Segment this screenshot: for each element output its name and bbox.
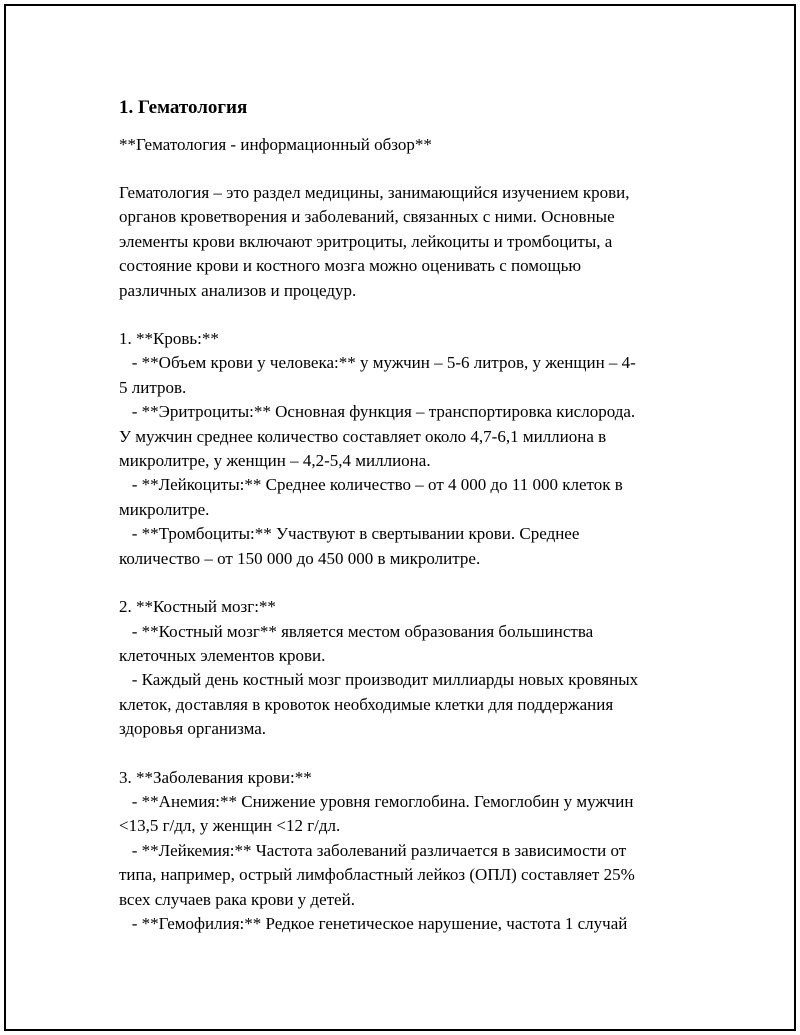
text-line: - **Эритроциты:** Основная функция – транспортировка кислорода. — [119, 402, 636, 422]
text-line: - **Лейкемия:** Частота заболеваний различается в зависимости от — [119, 840, 627, 860]
intro-paragraph — [119, 181, 719, 303]
text-line: микролитре, у женщин – 4,2-5,4 миллиона. — [119, 451, 431, 471]
document-body — [119, 96, 719, 936]
text-line: <13,5 г/дл, у женщин <12 г/дл. — [119, 816, 341, 836]
text-line: органов кроветворения и заболеваний, связанных с ними. Основные — [119, 207, 615, 227]
text-line: - Каждый день костный мозг производит миллиарды новых кровяных — [119, 670, 639, 690]
text-line: 5 литров. — [119, 377, 187, 397]
section-heading: 3. **Заболевания крови:** — [119, 767, 312, 787]
section-blood-diseases — [119, 766, 719, 937]
section-bone-marrow — [119, 595, 719, 741]
section-heading: 1. **Кровь:** — [119, 329, 219, 349]
text-line: У мужчин среднее количество составляет около 4,7-6,1 миллиона в — [119, 426, 607, 446]
text-line: элементы крови включают эритроциты, лейкоциты и тромбоциты, а — [119, 231, 613, 251]
text-line: - **Костный мозг** является местом образования большинства — [119, 621, 594, 641]
text-line: Гематология – это раздел медицины, занимающийся изучением крови, — [119, 183, 630, 202]
text-line: - **Лейкоциты:** Среднее количество – от 4 000 до 11 000 клеток в — [119, 475, 623, 495]
section-heading: 2. **Костный мозг:** — [119, 597, 276, 617]
document-page — [4, 4, 796, 1031]
text-line: количество – от 150 000 до 450 000 в микролитре. — [119, 548, 481, 568]
text-line: состояние крови и костного мозга можно оценивать с помощью — [119, 256, 582, 276]
text-line: - **Тромбоциты:** Участвуют в свертывании крови. Среднее — [119, 524, 580, 544]
text-line: - **Анемия:** Снижение уровня гемоглобина. Гемоглобин у мужчин — [119, 791, 634, 811]
text-line: клеточных элементов крови. — [119, 645, 326, 665]
text-line: клеток, доставляя в кровоток необходимые клетки для поддержания — [119, 694, 614, 714]
text-line: здоровья организма. — [119, 719, 267, 739]
text-line: - **Объем крови у человека:** у мужчин – 5-6 литров, у женщин – 4- — [119, 353, 636, 373]
document-subtitle: **Гематология - информационный обзор** — [119, 135, 432, 154]
text-line: типа, например, острый лимфобластный лейкоз (ОПЛ) составляет 25% — [119, 865, 635, 885]
text-line: микролитре. — [119, 499, 210, 519]
text-line: различных анализов и процедур. — [119, 280, 357, 300]
text-line: - **Гемофилия:** Редкое генетическое нарушение, частота 1 случай — [119, 913, 628, 933]
section-blood — [119, 327, 719, 571]
text-line: всех случаев рака крови у детей. — [119, 889, 355, 909]
document-title: 1. Гематология — [119, 97, 248, 118]
